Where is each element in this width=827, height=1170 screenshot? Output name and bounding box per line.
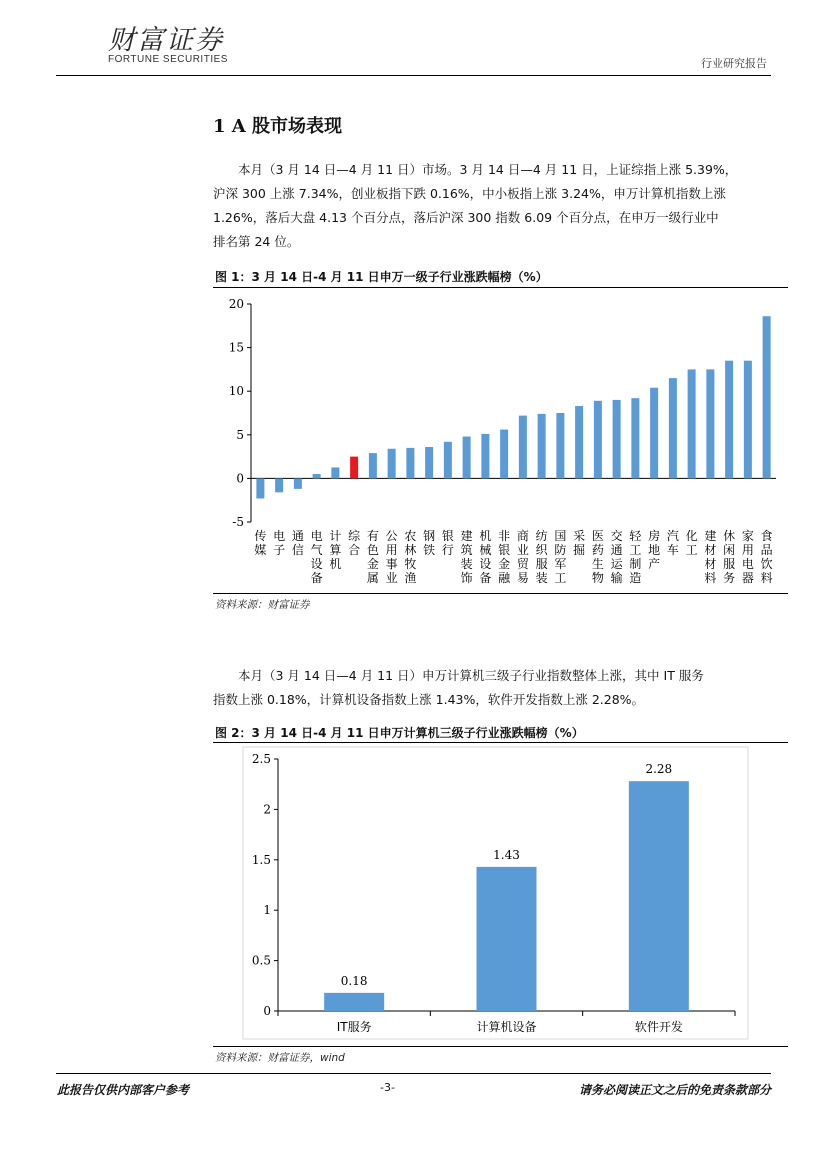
x-tick-label-char: 电 <box>310 529 323 543</box>
bar <box>556 413 564 478</box>
bar <box>324 993 384 1011</box>
logo-english: FORTUNE SECURITIES <box>108 54 228 65</box>
paragraph-2 <box>213 664 770 712</box>
paragraph-line: 指数上涨 0.18%，计算机设备指数上涨 1.43%，软件开发指数上涨 2.28%。 <box>213 692 645 707</box>
x-tick-label-char: 造 <box>629 571 642 585</box>
x-tick-label-char: 建 <box>704 529 717 543</box>
x-tick-label-char: 采 <box>573 529 586 543</box>
bar <box>388 449 396 479</box>
figure-1-title: 图 1：3 月 14 日-4 月 11 日申万一级子行业涨跌幅榜（%） <box>215 270 548 284</box>
x-tick-label-char: 通 <box>610 543 623 557</box>
figure-1-top-rule <box>213 287 788 288</box>
x-tick-label-char: 电 <box>273 529 286 543</box>
bar <box>256 478 264 498</box>
paragraph-1 <box>213 158 770 254</box>
page-number: -3- <box>380 1081 395 1094</box>
x-tick-label-char: 轻 <box>629 529 642 543</box>
figure-2-title: 图 2：3 月 14 日-4 月 11 日申万计算机三级子行业涨跌幅榜（%） <box>215 726 584 740</box>
figure-2-chart <box>213 745 788 1045</box>
section-title: 1 A 股市场表现 <box>213 116 343 137</box>
bar <box>688 369 696 478</box>
paragraph-line: 本月（3 月 14 日—4 月 11 日）市场。3 月 14 日—4 月 11 日，上证综指上涨 5.39%， <box>238 162 738 177</box>
x-tick-label-char: 属 <box>366 571 379 585</box>
x-tick-label-char: 地 <box>648 543 661 557</box>
x-tick-label-char: 车 <box>666 543 679 557</box>
x-tick-label-char: 牧 <box>404 557 417 571</box>
header-divider <box>56 75 771 76</box>
bar <box>406 448 414 479</box>
x-tick-label-char: 通 <box>291 529 304 543</box>
footer-divider <box>56 1073 771 1074</box>
x-tick-label-char: 化 <box>685 529 698 543</box>
x-tick-label-char: 运 <box>610 557 623 571</box>
x-tick-label-char: 铁 <box>423 543 436 557</box>
y-tick-label: 0.5 <box>251 953 271 968</box>
bar <box>631 398 639 478</box>
x-tick-label-char: 贸 <box>516 557 529 571</box>
x-tick-label-char: 料 <box>760 571 773 585</box>
x-tick-label-char: 交 <box>610 529 623 543</box>
x-tick-label-char: 食 <box>760 529 773 543</box>
paragraph-line: 沪深 300 上涨 7.34%，创业板指下跌 0.16%，中小板指上涨 3.24%，申万计算机指数上涨 <box>213 186 726 201</box>
x-tick-label-char: 国 <box>554 529 567 543</box>
x-tick-label-char: 料 <box>704 571 717 585</box>
bar <box>477 867 537 1011</box>
logo-chinese: 财富证券 <box>108 25 224 56</box>
x-tick-label-char: 工 <box>554 571 567 585</box>
x-tick-label-char: 公 <box>385 529 398 543</box>
x-tick-label-char: 机 <box>329 557 342 571</box>
x-tick-label-char: 材 <box>704 543 717 557</box>
figure-1-chart <box>213 290 788 590</box>
bar <box>744 361 752 479</box>
x-tick-label-char: 纺 <box>535 529 548 543</box>
x-tick-label-char: 计 <box>329 529 342 543</box>
x-tick-label-char: 机 <box>479 529 492 543</box>
x-tick-label-char: 备 <box>310 571 323 585</box>
x-tick-label-char: 钢 <box>423 529 436 543</box>
footer-disclaimer-left: 此报告仅供内部客户参考 <box>57 1083 190 1097</box>
x-tick-label-char: 设 <box>310 557 323 571</box>
paragraph-line: 排名第 24 位。 <box>213 234 300 249</box>
bar <box>650 388 658 479</box>
bar <box>575 406 583 478</box>
x-tick-label-char: 生 <box>591 557 604 571</box>
x-tick-label-char: 有 <box>366 529 379 543</box>
data-label: 1.43 <box>493 847 520 862</box>
x-tick-label-char: 子 <box>273 543 286 557</box>
bar <box>538 414 546 479</box>
x-tick-label-char: 筑 <box>460 543 473 557</box>
figure-1-source: 资料来源：财富证券 <box>215 599 310 611</box>
x-tick-label-char: 工 <box>685 543 698 557</box>
x-tick-label-char: 综 <box>348 529 361 543</box>
x-tick-label-char: 业 <box>516 543 529 557</box>
y-tick-label: 10 <box>228 384 244 399</box>
x-tick-label-char: 合 <box>348 543 361 557</box>
x-tick-label-char: 易 <box>516 571 529 585</box>
paragraph-line: 本月（3 月 14 日—4 月 11 日）申万计算机三级子行业指数整体上涨，其中 IT 服务 <box>238 668 704 683</box>
x-tick-label-char: 医 <box>591 529 604 543</box>
x-tick-label-char: 备 <box>479 571 492 585</box>
figure-1-bottom-rule <box>213 593 788 594</box>
y-tick-label: -5 <box>232 515 244 529</box>
x-tick-label-char: 物 <box>591 571 604 585</box>
x-tick-label-char: 金 <box>366 557 379 571</box>
x-tick-label-char: 制 <box>629 557 642 571</box>
bar <box>331 467 339 478</box>
x-tick-label: 计算机设备 <box>476 1020 537 1034</box>
x-tick-label-char: 掘 <box>573 543 586 557</box>
x-tick-label-char: 汽 <box>666 529 679 543</box>
x-tick-label-char: 品 <box>760 543 773 557</box>
y-tick-label: 2.5 <box>251 752 271 766</box>
x-tick-label-char: 休 <box>723 529 736 543</box>
x-tick-label-char: 药 <box>591 543 604 557</box>
x-tick-label-char: 银 <box>441 529 454 543</box>
x-tick-label-char: 媒 <box>254 543 267 557</box>
bar <box>594 401 602 479</box>
x-tick-label-char: 传 <box>254 529 267 543</box>
x-tick-label-char: 家 <box>741 529 754 543</box>
y-tick-label: 2 <box>263 802 271 817</box>
bar <box>706 369 714 478</box>
x-tick-label-char: 房 <box>648 529 661 543</box>
x-tick-label: 软件开发 <box>634 1020 683 1034</box>
y-tick-label: 0 <box>236 471 244 486</box>
x-tick-label-char: 服 <box>535 557 548 571</box>
x-tick-label-char: 装 <box>535 571 548 585</box>
x-tick-label-char: 业 <box>385 571 398 585</box>
bar <box>369 453 377 478</box>
x-tick-label-char: 工 <box>629 543 642 557</box>
x-tick-label-char: 电 <box>741 557 754 571</box>
x-tick-label-char: 服 <box>723 557 736 571</box>
data-label: 2.28 <box>645 762 673 777</box>
x-tick-label-char: 农 <box>404 529 417 543</box>
x-tick-label-char: 产 <box>648 557 661 571</box>
bar <box>725 361 733 479</box>
x-tick-label-char: 事 <box>385 557 398 571</box>
bar <box>613 400 621 478</box>
bar <box>350 457 358 479</box>
bar <box>481 434 489 478</box>
x-tick-label-char: 器 <box>741 571 754 585</box>
bar <box>500 430 508 479</box>
paragraph-line: 1.26%，落后大盘 4.13 个百分点，落后沪深 300 指数 6.09 个百分点，在申万一级行业中 <box>213 210 719 225</box>
figure-2-bottom-rule <box>213 1046 788 1047</box>
bar <box>763 316 771 478</box>
y-tick-label: 0 <box>263 1004 271 1018</box>
bar <box>313 474 321 478</box>
bar <box>629 781 689 1011</box>
x-tick-label-char: 饮 <box>760 557 773 571</box>
y-tick-label: 15 <box>228 340 244 355</box>
x-tick-label-char: 械 <box>479 543 492 557</box>
y-tick-label: 1 <box>263 903 271 918</box>
report-type: 行业研究报告 <box>701 57 767 70</box>
x-tick-label: IT服务 <box>336 1020 372 1034</box>
x-tick-label-char: 装 <box>460 557 473 571</box>
x-tick-label-char: 输 <box>610 571 623 585</box>
x-tick-label-char: 银 <box>498 543 511 557</box>
x-tick-label-char: 色 <box>366 543 379 557</box>
x-tick-label-char: 渔 <box>404 571 417 585</box>
x-tick-label-char: 用 <box>741 543 754 557</box>
bar <box>444 442 452 479</box>
x-tick-label-char: 务 <box>723 571 736 585</box>
data-label: 0.18 <box>340 973 368 988</box>
bar <box>519 416 527 479</box>
bar <box>294 478 302 488</box>
bar <box>669 378 677 478</box>
x-tick-label-char: 饰 <box>460 571 473 585</box>
x-tick-label-char: 非 <box>498 529 511 543</box>
x-tick-label-char: 林 <box>404 543 417 557</box>
bar <box>275 478 283 492</box>
x-tick-label-char: 商 <box>516 529 529 543</box>
x-tick-label-char: 行 <box>441 543 454 557</box>
x-tick-label-char: 算 <box>329 543 342 557</box>
x-tick-label-char: 融 <box>498 571 511 585</box>
x-tick-label-char: 闲 <box>723 543 736 557</box>
figure-2-source: 资料来源：财富证券，wind <box>215 1052 345 1064</box>
x-tick-label-char: 信 <box>291 543 304 557</box>
y-tick-label: 5 <box>236 427 244 442</box>
x-tick-label-char: 设 <box>479 557 492 571</box>
footer-disclaimer-right: 请务必阅读正文之后的免责条款部分 <box>578 1083 771 1097</box>
x-tick-label-char: 军 <box>554 557 567 571</box>
x-tick-label-char: 用 <box>385 543 398 557</box>
x-tick-label-char: 建 <box>460 529 473 543</box>
x-tick-label-char: 织 <box>535 543 548 557</box>
bar <box>425 447 433 478</box>
x-tick-label-char: 材 <box>704 557 717 571</box>
bar <box>463 437 471 479</box>
y-tick-label: 20 <box>228 297 244 311</box>
y-tick-label: 1.5 <box>251 852 271 867</box>
x-tick-label-char: 防 <box>554 543 567 557</box>
x-tick-label-char: 气 <box>310 543 323 557</box>
figure-2-top-rule <box>213 742 788 743</box>
x-tick-label-char: 金 <box>498 557 511 571</box>
